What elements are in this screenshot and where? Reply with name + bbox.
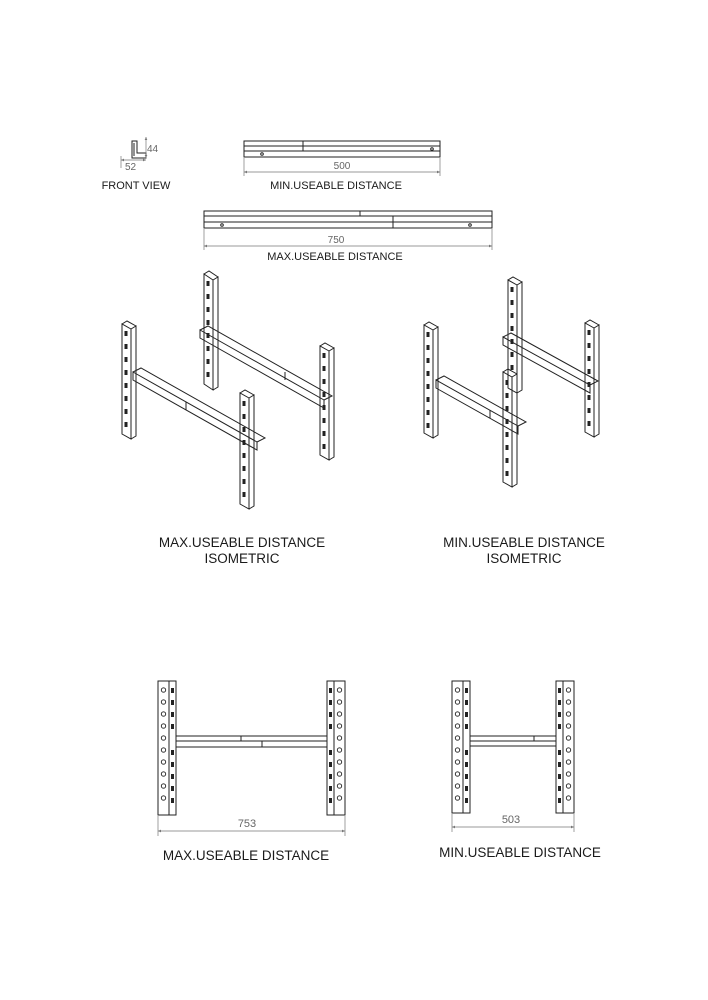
iso-min-label-line2: ISOMETRIC bbox=[486, 551, 562, 566]
top-view-min-rail bbox=[244, 141, 440, 157]
front-view-height-dim: 44 bbox=[147, 144, 159, 155]
front-view-label: FRONT VIEW bbox=[101, 180, 171, 192]
front-view-profile bbox=[132, 141, 146, 158]
elev-min-label: MIN.USEABLE DISTANCE bbox=[439, 845, 601, 860]
iso-max-label-line1: MAX.USEABLE DISTANCE bbox=[158, 535, 326, 550]
elev-min-holes bbox=[455, 688, 570, 800]
iso-max-label-line2: ISOMETRIC bbox=[204, 551, 280, 566]
front-view-width-dim: 52 bbox=[125, 162, 137, 173]
elev-min-dim-value: 503 bbox=[501, 814, 521, 826]
top-view-max-label: MAX.USEABLE DISTANCE bbox=[267, 251, 403, 263]
elev-max-slots bbox=[171, 688, 332, 803]
top-view-max-dimension bbox=[204, 229, 492, 250]
iso-min-assembly bbox=[424, 277, 599, 487]
elev-max-holes bbox=[161, 688, 341, 800]
top-view-min-dim-value: 500 bbox=[333, 161, 351, 172]
elev-min-assembly bbox=[452, 681, 574, 813]
iso-max-upright-slots bbox=[125, 281, 326, 497]
top-view-max-dim-value: 750 bbox=[327, 235, 345, 246]
elev-max-label: MAX.USEABLE DISTANCE bbox=[162, 848, 330, 863]
elev-max-dim-value: 753 bbox=[237, 818, 257, 830]
iso-min-label-line1: MIN.USEABLE DISTANCE bbox=[443, 535, 605, 550]
top-view-max-rail bbox=[204, 211, 492, 228]
elev-max-assembly bbox=[158, 681, 345, 815]
iso-max-assembly bbox=[122, 271, 334, 509]
top-view-min-label: MIN.USEABLE DISTANCE bbox=[270, 180, 402, 192]
